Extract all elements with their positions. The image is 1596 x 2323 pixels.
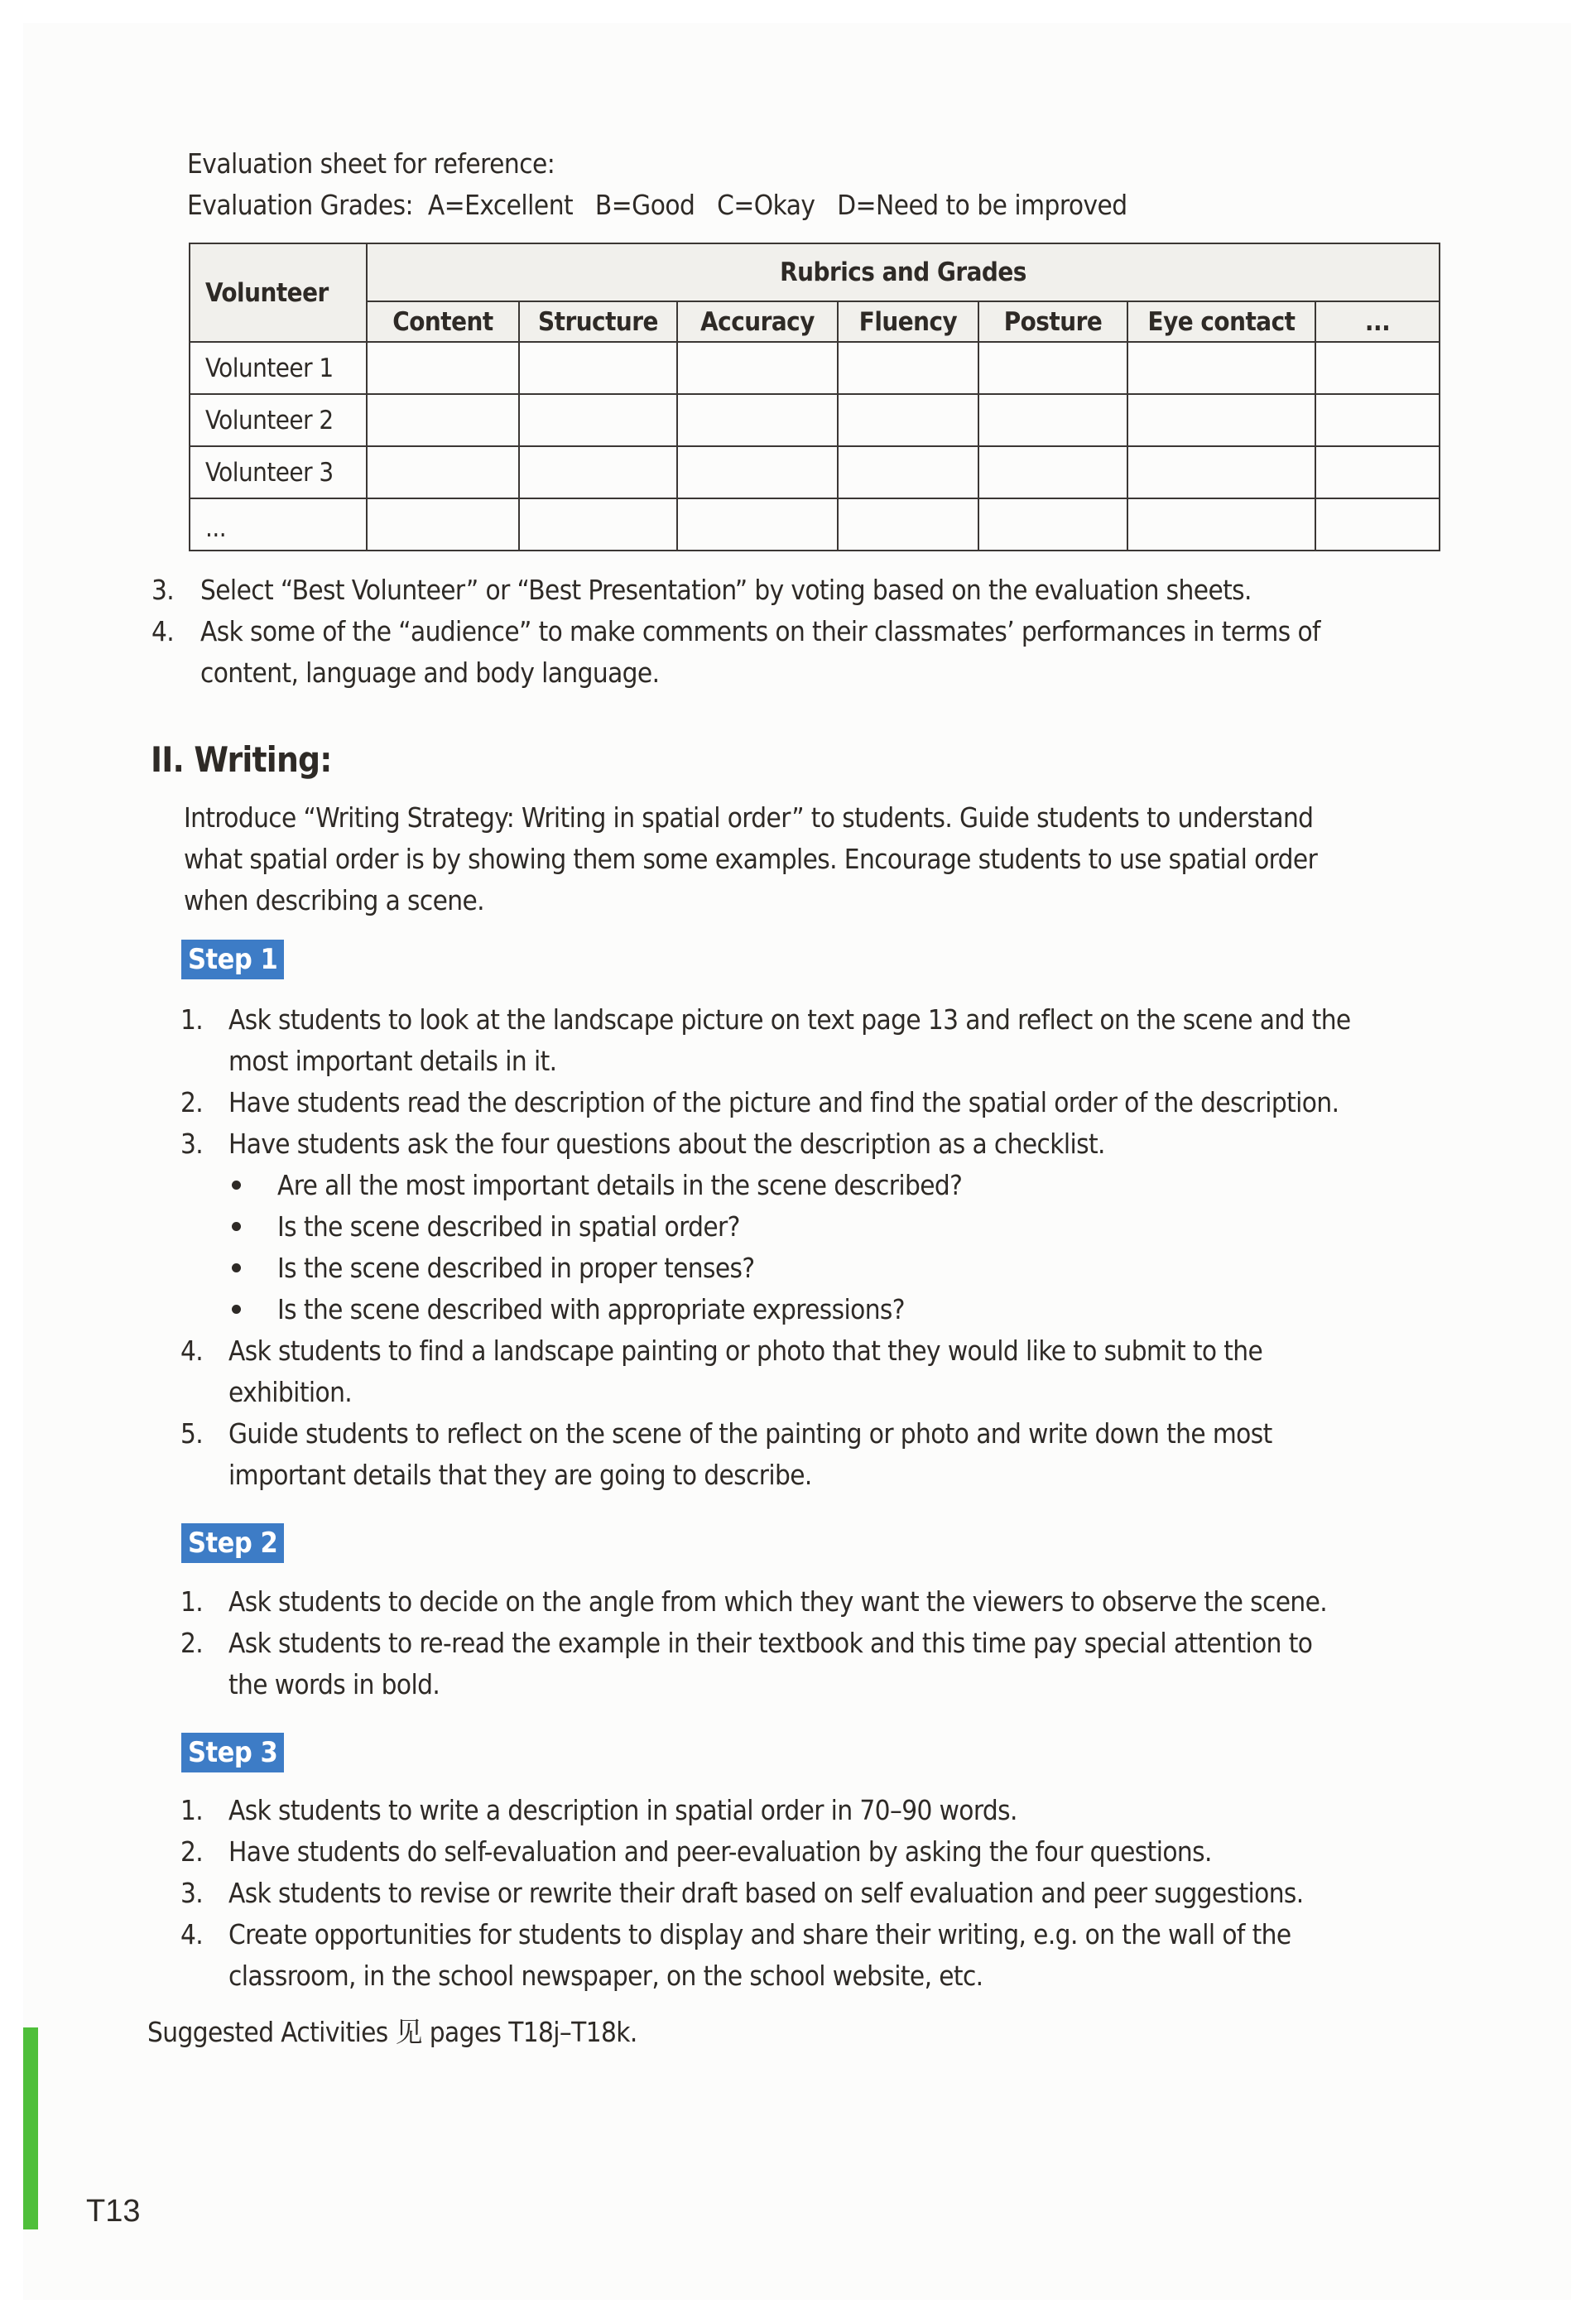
checklist-item: Is the scene described in spatial order? bbox=[277, 1210, 740, 1243]
list-number: 1. bbox=[180, 1003, 204, 1036]
list-item-text: Have students read the description of the picture and find the spatial order of the description. bbox=[228, 1086, 1339, 1118]
list-item-text: Have students do self-evaluation and peer-evaluation by asking the four questions. bbox=[228, 1835, 1212, 1868]
bullet-icon bbox=[232, 1181, 241, 1190]
bullet-icon bbox=[232, 1305, 241, 1314]
list-item-text: Ask students to decide on the angle from which they want the viewers to observe the scene. bbox=[228, 1585, 1328, 1618]
grade-cell bbox=[367, 394, 519, 446]
table-row bbox=[190, 342, 1440, 394]
column-header-more: ... bbox=[1315, 301, 1440, 342]
grade-cell bbox=[519, 342, 677, 394]
bullet-icon bbox=[232, 1263, 241, 1272]
column-header-fluency: Fluency bbox=[838, 301, 978, 342]
grade-cell bbox=[677, 394, 838, 446]
list-item-text: Ask students to look at the landscape picture on text page 13 and reflect on the scene and the bbox=[228, 1003, 1351, 1036]
step-2-badge: Step 2 bbox=[181, 1523, 284, 1563]
table-row bbox=[190, 446, 1440, 498]
list-item-text: classroom, in the school newspaper, on the school website, etc. bbox=[228, 1960, 983, 1992]
grade-cell bbox=[978, 342, 1127, 394]
list-number: 3. bbox=[180, 1128, 204, 1160]
list-item-text: Select “Best Volunteer” or “Best Presentation” by voting based on the evaluation sheets. bbox=[200, 574, 1252, 606]
grade-cell bbox=[367, 498, 519, 551]
list-number: 1. bbox=[180, 1794, 204, 1826]
grade-cell bbox=[1315, 446, 1440, 498]
grade-cell bbox=[677, 498, 838, 551]
list-number: 2. bbox=[180, 1835, 204, 1868]
row-label: ... bbox=[190, 498, 367, 551]
list-item-text: Have students ask the four questions about the description as a checklist. bbox=[228, 1128, 1105, 1160]
list-number: 4. bbox=[180, 1918, 204, 1950]
list-number: 1. bbox=[180, 1585, 204, 1618]
intro-text: when describing a scene. bbox=[184, 884, 484, 916]
grade-cell bbox=[677, 446, 838, 498]
grade-cell bbox=[367, 446, 519, 498]
list-item-text: the words in bold. bbox=[228, 1668, 440, 1700]
bullet-icon bbox=[232, 1222, 241, 1231]
step-3-badge: Step 3 bbox=[181, 1733, 284, 1772]
list-item-text: Ask students to revise or rewrite their draft based on self evaluation and peer suggestions. bbox=[228, 1877, 1304, 1909]
evaluation-sheet-title: Evaluation sheet for reference: bbox=[187, 147, 555, 180]
column-header-accuracy: Accuracy bbox=[677, 301, 838, 342]
list-number: 2. bbox=[180, 1086, 204, 1118]
grade-cell bbox=[838, 498, 978, 551]
grade-cell bbox=[838, 446, 978, 498]
list-number: 3. bbox=[151, 574, 175, 606]
list-item-text: Ask students to write a description in spatial order in 70–90 words. bbox=[228, 1794, 1017, 1826]
list-item-text: content, language and body language. bbox=[200, 656, 660, 689]
list-item-text: Ask students to find a landscape painting or photo that they would like to submit to the bbox=[228, 1335, 1263, 1367]
grade-cell bbox=[677, 342, 838, 394]
volunteer-column-header: Volunteer bbox=[190, 243, 367, 342]
grade-cell bbox=[1127, 394, 1315, 446]
row-label: Volunteer 3 bbox=[190, 446, 367, 498]
list-item-text: Create opportunities for students to display and share their writing, e.g. on the wall of the bbox=[228, 1918, 1291, 1950]
column-header-eye-contact: Eye contact bbox=[1127, 301, 1315, 342]
evaluation-table bbox=[189, 243, 1440, 551]
page-number: T13 bbox=[86, 2194, 141, 2229]
grade-cell bbox=[367, 342, 519, 394]
table-row bbox=[190, 394, 1440, 446]
suggested-activities-note: Suggested Activities 见 pages T18j–T18k. bbox=[147, 2016, 637, 2048]
grade-cell bbox=[1127, 498, 1315, 551]
list-number: 2. bbox=[180, 1627, 204, 1659]
grade-cell bbox=[978, 446, 1127, 498]
grade-cell bbox=[1127, 342, 1315, 394]
grade-cell bbox=[1315, 394, 1440, 446]
list-number: 4. bbox=[151, 615, 175, 647]
list-item-text: Guide students to reflect on the scene of the painting or photo and write down the most bbox=[228, 1417, 1272, 1450]
grade-cell bbox=[1315, 342, 1440, 394]
list-item-text: Ask students to re-read the example in their textbook and this time pay special attention to bbox=[228, 1627, 1313, 1659]
table-row bbox=[190, 498, 1440, 551]
checklist-item: Is the scene described with appropriate expressions? bbox=[277, 1293, 905, 1325]
row-label: Volunteer 2 bbox=[190, 394, 367, 446]
evaluation-grades-line: Evaluation Grades: A=Excellent B=Good C=Okay D=Need to be improved bbox=[187, 189, 1127, 221]
grade-cell bbox=[519, 446, 677, 498]
grade-cell bbox=[1127, 446, 1315, 498]
grade-cell bbox=[519, 498, 677, 551]
grade-cell bbox=[978, 498, 1127, 551]
column-header-posture: Posture bbox=[978, 301, 1127, 342]
intro-text: what spatial order is by showing them some examples. Encourage students to use spatial order bbox=[184, 843, 1318, 875]
intro-text: Introduce “Writing Strategy: Writing in spatial order” to students. Guide students to understand bbox=[184, 801, 1314, 834]
column-header-structure: Structure bbox=[519, 301, 677, 342]
column-header-content: Content bbox=[367, 301, 519, 342]
list-item-text: Ask some of the “audience” to make comments on their classmates’ performances in terms of bbox=[200, 615, 1320, 647]
section-heading-writing: II. Writing: bbox=[151, 739, 332, 780]
list-number: 3. bbox=[180, 1877, 204, 1909]
list-item-text: most important details in it. bbox=[228, 1045, 557, 1077]
checklist-item: Is the scene described in proper tenses? bbox=[277, 1252, 755, 1284]
list-number: 5. bbox=[180, 1417, 204, 1450]
rubrics-group-header: Rubrics and Grades bbox=[367, 243, 1440, 301]
list-item-text: important details that they are going to describe. bbox=[228, 1459, 812, 1491]
grade-cell bbox=[838, 342, 978, 394]
grade-cell bbox=[519, 394, 677, 446]
list-item-text: exhibition. bbox=[228, 1376, 353, 1408]
page-marker-bar bbox=[23, 2027, 38, 2229]
checklist-item: Are all the most important details in the scene described? bbox=[277, 1169, 963, 1201]
list-number: 4. bbox=[180, 1335, 204, 1367]
grade-cell bbox=[978, 394, 1127, 446]
grade-cell bbox=[838, 394, 978, 446]
step-1-badge: Step 1 bbox=[181, 940, 284, 979]
row-label: Volunteer 1 bbox=[190, 342, 367, 394]
grade-cell bbox=[1315, 498, 1440, 551]
